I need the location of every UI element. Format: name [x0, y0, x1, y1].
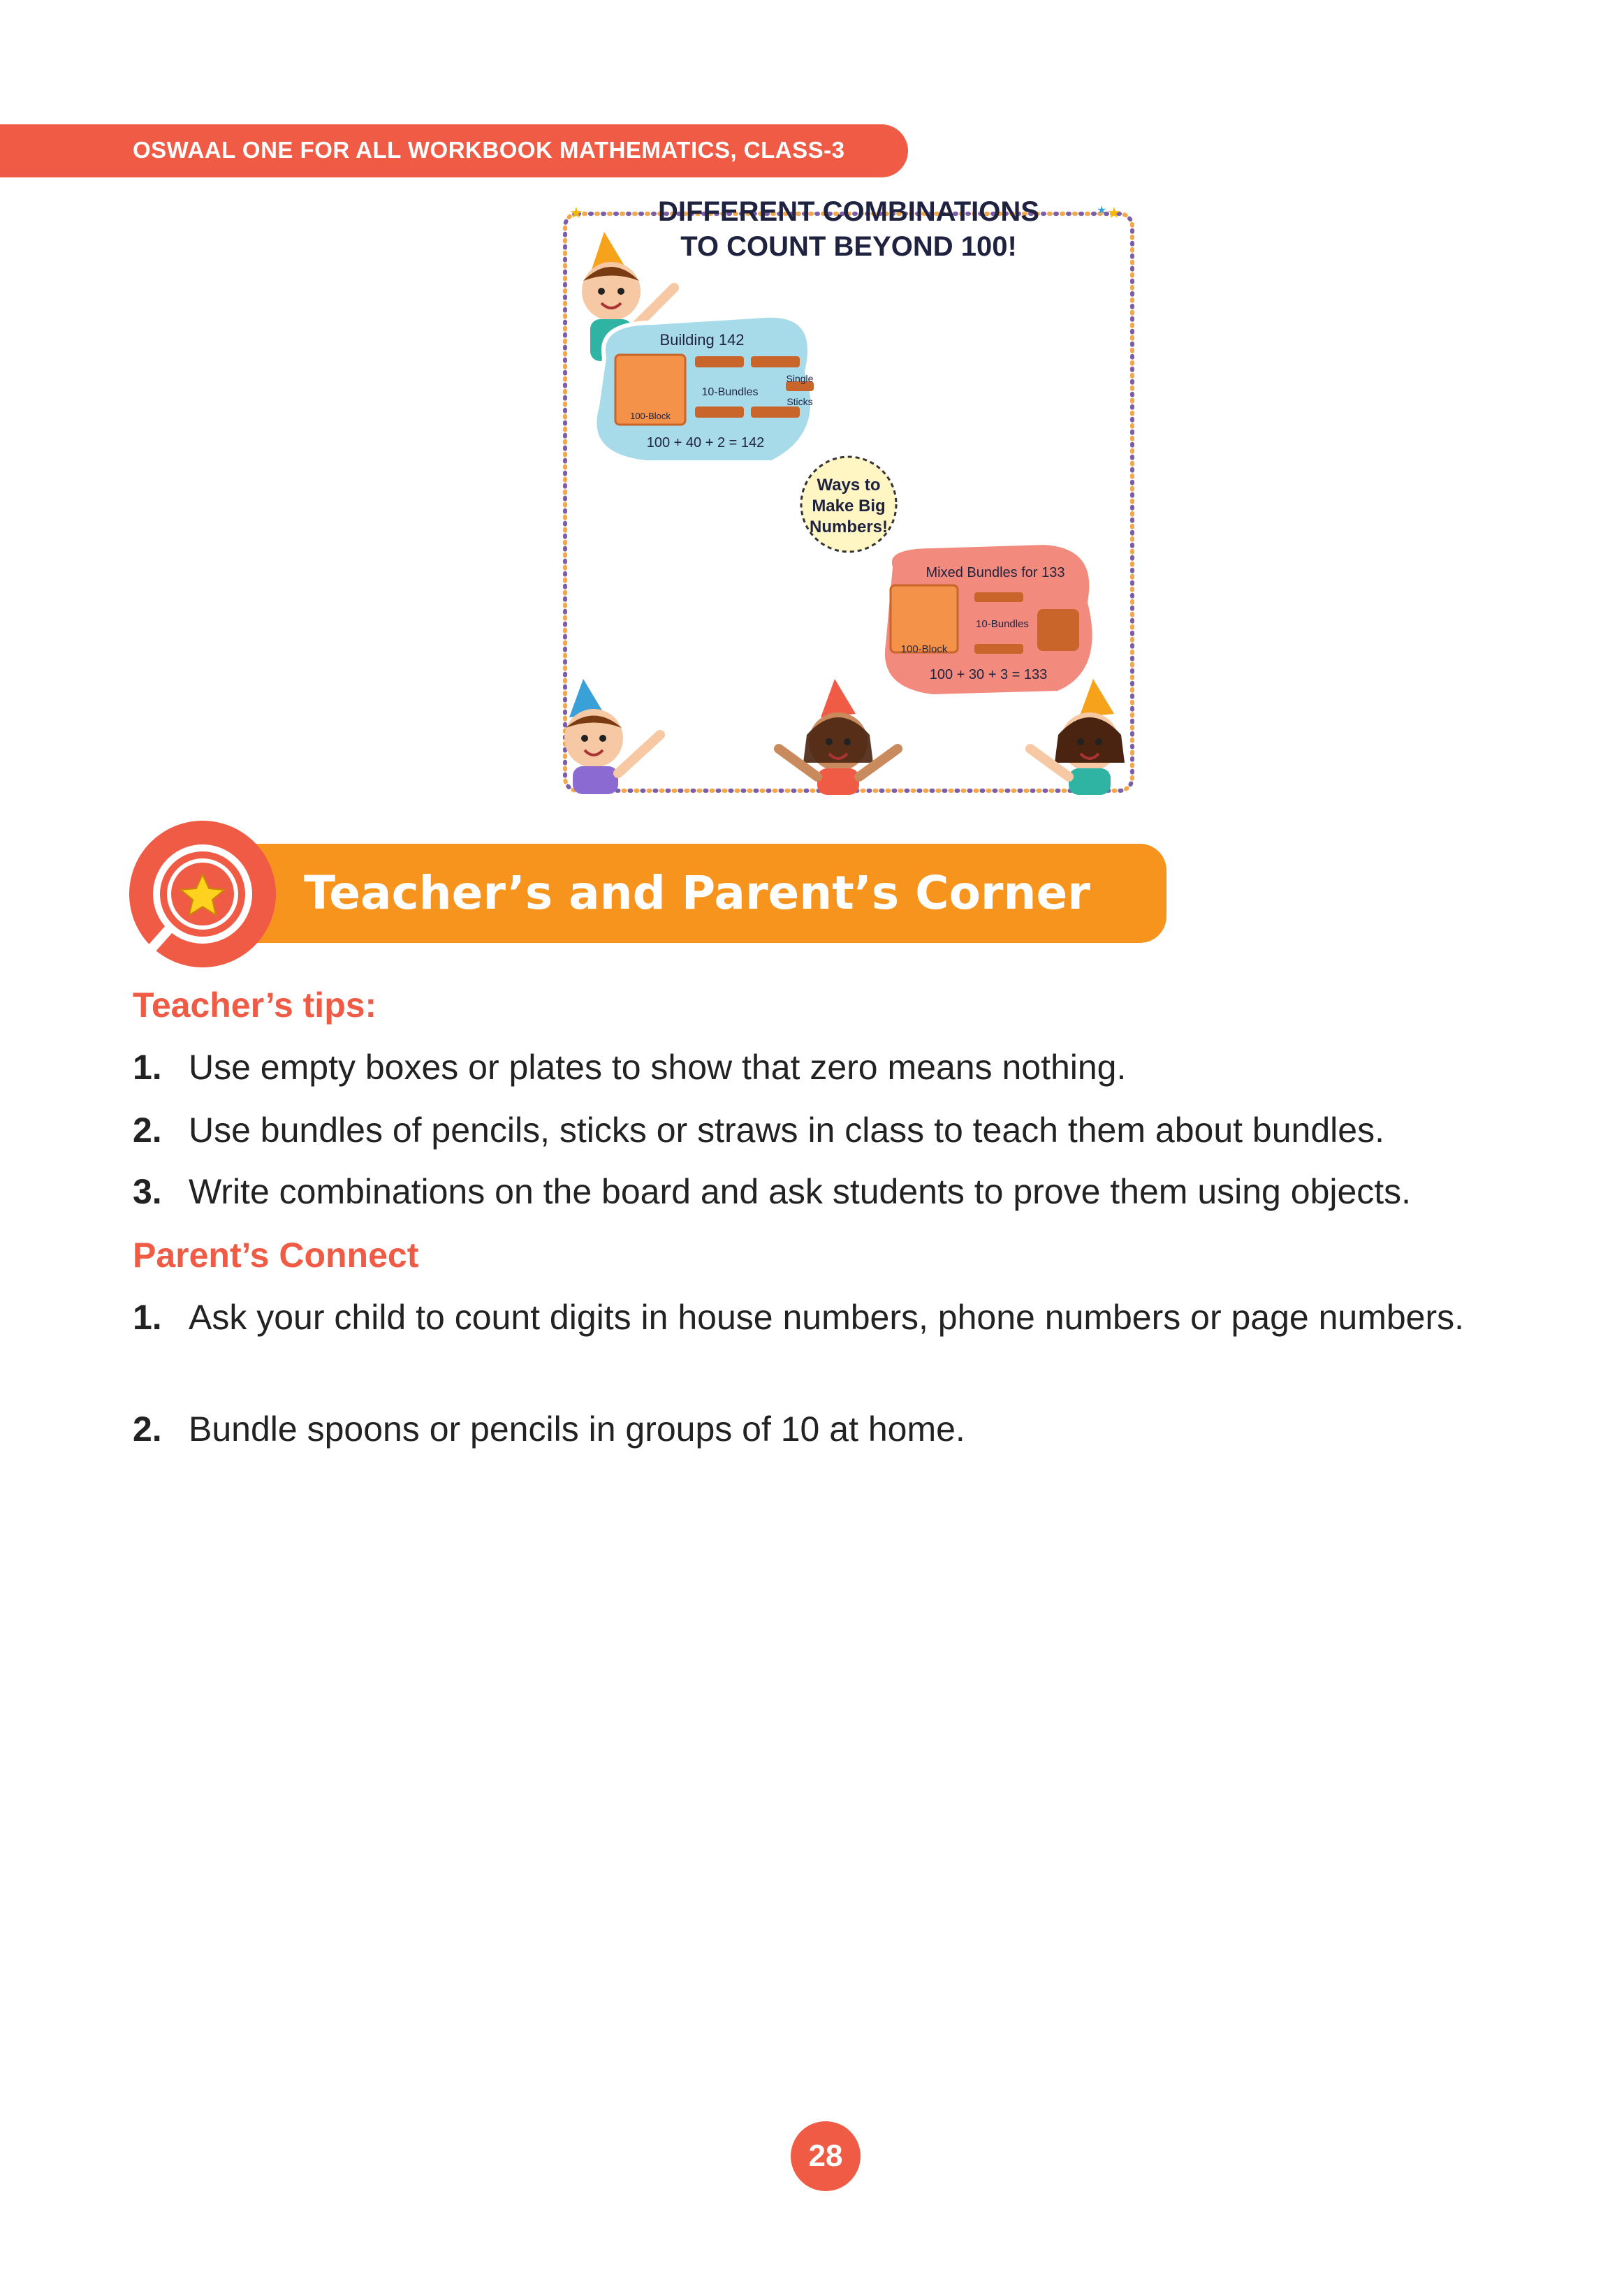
- page-number: 28: [791, 2121, 861, 2191]
- list-item: [133, 1166, 1516, 1217]
- list-item: [133, 1404, 1516, 1454]
- item-number: 2.: [133, 1410, 162, 1449]
- bubble1-single-label-1: Single: [786, 373, 814, 384]
- item-number: 3.: [133, 1172, 162, 1211]
- item-text: Use bundles of pencils, sticks or straws in class to teach them about bundles.: [189, 1111, 1384, 1150]
- star-icon: ★: [1097, 205, 1107, 217]
- list-item: [133, 1105, 1516, 1155]
- bubble1-equation: 100 + 40 + 2 = 142: [646, 435, 765, 451]
- bubble1-title: Building 142: [659, 331, 745, 349]
- teacher-tips-heading: Teacher’s tips:: [133, 986, 377, 1025]
- item-number: 1.: [133, 1048, 162, 1087]
- parents-connect-heading: Parent’s Connect: [133, 1236, 419, 1275]
- star-icon: ★: [1107, 204, 1121, 221]
- section-title: Teacher’s and Parent’s Corner: [304, 866, 1090, 920]
- list-item: [133, 1292, 1516, 1342]
- star-icon: ★: [569, 204, 583, 221]
- kid-bottom-right: [1030, 679, 1125, 795]
- kid-bottom-left: [564, 679, 660, 794]
- badge-line1: Ways to: [817, 476, 881, 495]
- bubble2-bundles-label: 10-Bundles: [976, 618, 1029, 630]
- illustration-title-line1: DIFFERENT COMBINATIONS: [658, 197, 1039, 227]
- bubble2-title: Mixed Bundles for 133: [926, 565, 1065, 580]
- bubble1-bundles-label: 10-Bundles: [701, 386, 759, 398]
- bubble1-block-label: 100-Block: [630, 411, 671, 421]
- item-number: 2.: [133, 1111, 162, 1150]
- item-number: 1.: [133, 1298, 162, 1337]
- star-magnifier-icon: [120, 817, 281, 985]
- badge-line3: Numbers!: [809, 518, 888, 536]
- bubble2-equation: 100 + 30 + 3 = 133: [929, 667, 1048, 682]
- badge-line2: Make Big: [812, 497, 886, 515]
- hundred-block-2: [891, 585, 958, 652]
- item-text: Ask your child to count digits in house numbers, phone numbers or page numbers.: [189, 1298, 1465, 1337]
- list-item: [133, 1042, 1516, 1092]
- combinations-illustration: [555, 197, 1142, 798]
- item-text: Use empty boxes or plates to show that zero means nothing.: [189, 1048, 1127, 1087]
- bubble1-single-label-2: Sticks: [787, 396, 813, 407]
- bubble2-block-label: 100-Block: [900, 643, 948, 655]
- item-text: Bundle spoons or pencils in groups of 10 at home.: [189, 1410, 965, 1449]
- item-text: Write combinations on the board and ask students to prove them using objects.: [189, 1172, 1412, 1211]
- kid-bottom-center: [779, 679, 898, 795]
- illustration-title-line2: TO COUNT BEYOND 100!: [680, 231, 1017, 262]
- header-title: OSWAAL ONE FOR ALL WORKBOOK MATHEMATICS, CLASS-3: [133, 137, 845, 163]
